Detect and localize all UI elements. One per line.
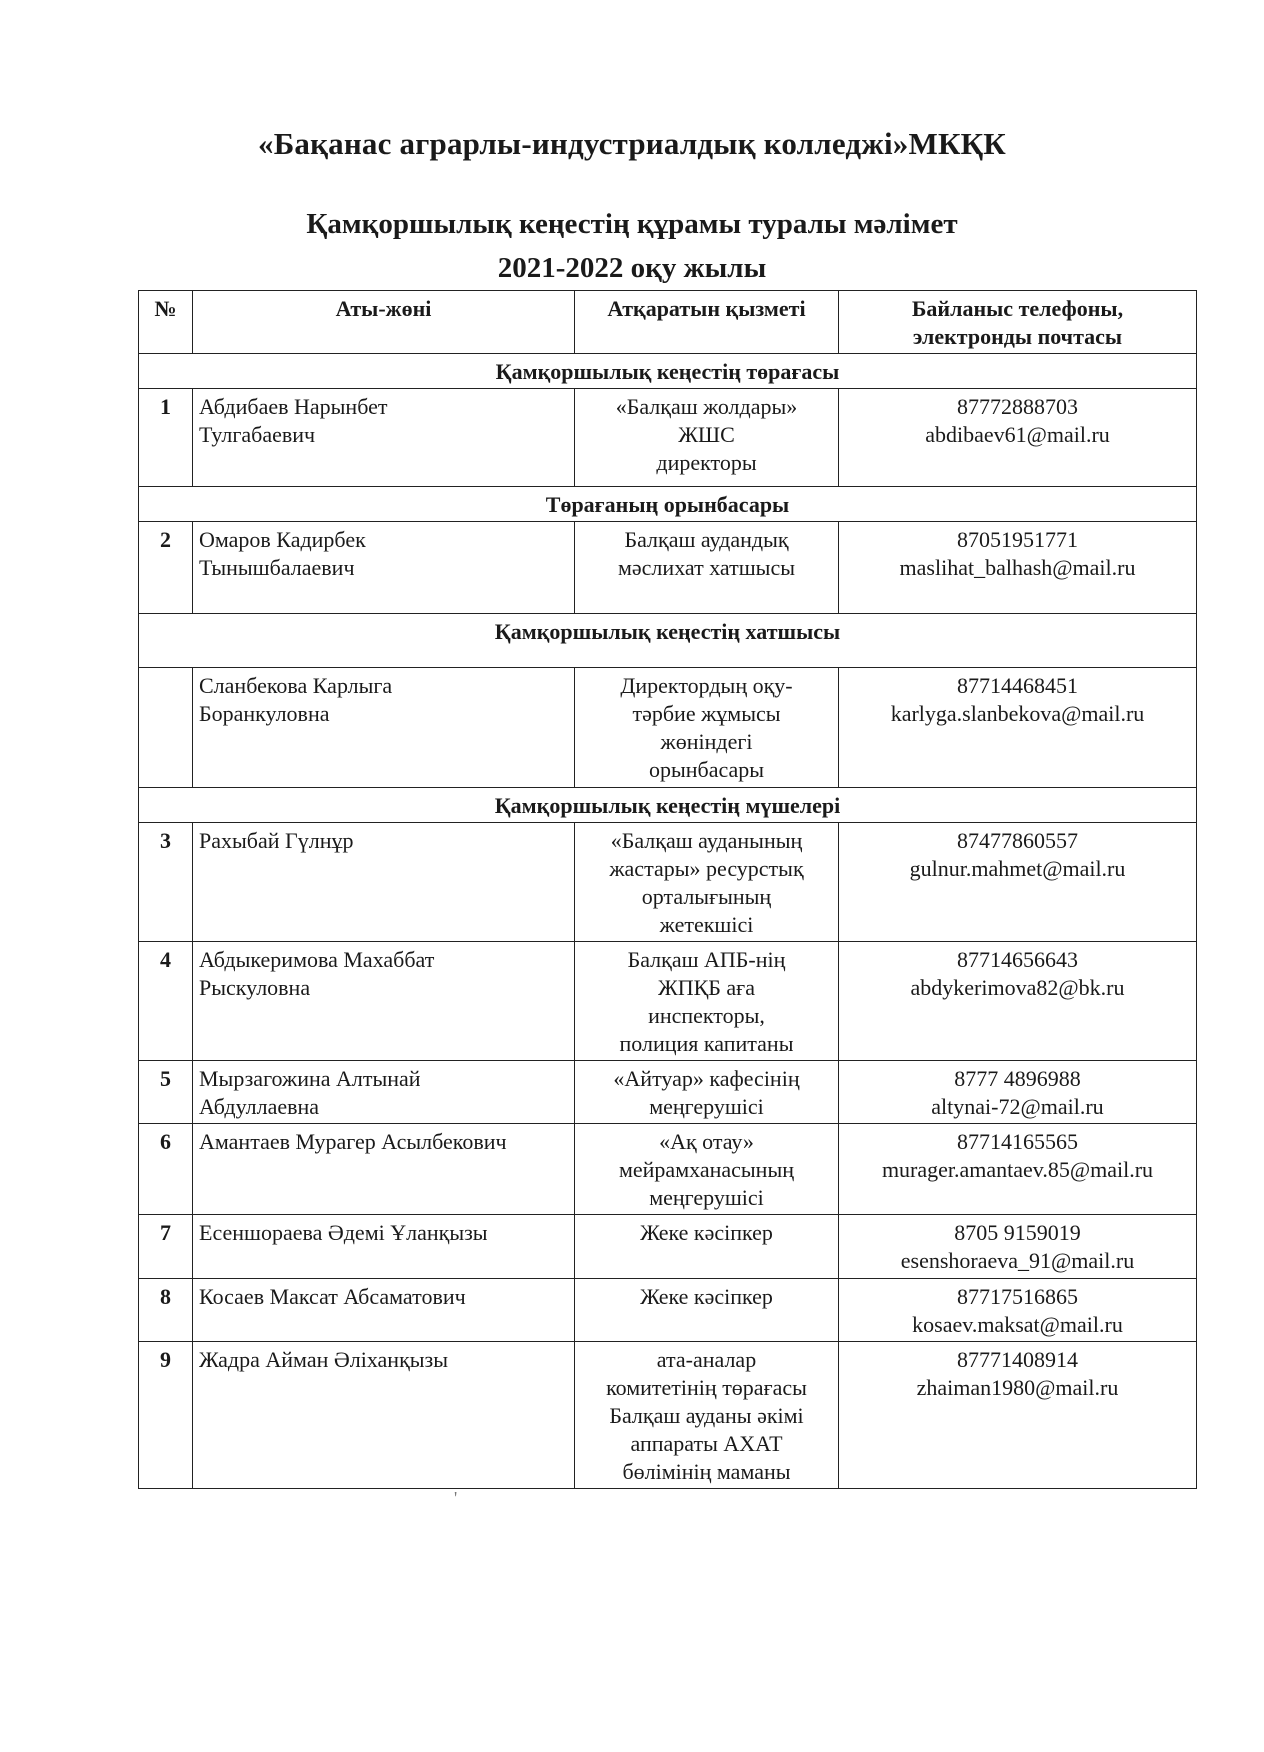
- member-position-line: инспекторы,: [648, 1003, 765, 1028]
- column-header-position: Атқаратын қызметі: [575, 291, 839, 354]
- row-number: 7: [139, 1215, 193, 1279]
- member-phone: 8777 4896988: [954, 1066, 1081, 1091]
- section-row: [139, 354, 1197, 389]
- member-position-line: мейрамханасының: [618, 1157, 795, 1182]
- column-header-contact-line: Байланыс телефоны,: [911, 296, 1124, 321]
- member-contact: [839, 1279, 1197, 1342]
- member-name-line: Абдуллаевна: [199, 1094, 320, 1119]
- member-position: [575, 1124, 839, 1215]
- table-row: [139, 668, 1197, 788]
- academic-year: 2021-2022 оқу жылы: [497, 252, 767, 284]
- member-phone: 87717516865: [957, 1284, 1078, 1309]
- member-name: [193, 1279, 575, 1342]
- member-position-line: жөніндегі: [660, 729, 753, 754]
- member-position-line: ата-аналар: [656, 1347, 757, 1372]
- member-name-line: Абдыкеримова Махаббат: [199, 947, 435, 972]
- scan-speck: ': [454, 1488, 458, 1508]
- member-name-line: Рыскуловна: [199, 975, 311, 1000]
- member-name-line: Тулгабаевич: [199, 422, 316, 447]
- table-body: [139, 354, 1197, 1489]
- member-position-line: «Балқаш жолдары»: [615, 394, 798, 419]
- row-number: 4: [139, 942, 193, 1061]
- row-number: 2: [139, 522, 193, 614]
- member-email: murager.amantaev.85@mail.ru: [881, 1157, 1154, 1182]
- document-title: Қамқоршылық кеңестің құрамы туралы мәлімет: [306, 208, 958, 240]
- row-number: 5: [139, 1061, 193, 1124]
- row-number: 6: [139, 1124, 193, 1215]
- council-table: [138, 290, 1197, 1489]
- row-number: [139, 668, 193, 788]
- section-title: Қамқоршылық кеңестің мүшелері: [139, 788, 1197, 823]
- member-position-line: «Айтуар» кафесінің: [613, 1066, 800, 1091]
- member-position-line: меңгерушісі: [649, 1094, 764, 1119]
- section-row: [139, 614, 1197, 668]
- member-name-line: Рахыбай Гүлнұр: [199, 828, 354, 853]
- member-name-line: Омаров Кадирбек: [199, 527, 366, 552]
- member-position-line: Жеке кәсіпкер: [640, 1284, 773, 1309]
- member-name: [193, 823, 575, 942]
- member-position-line: меңгерушісі: [649, 1185, 764, 1210]
- member-position-line: тәрбие жұмысы: [632, 701, 781, 726]
- member-contact: [839, 823, 1197, 942]
- table-row: [139, 1124, 1197, 1215]
- member-email: abdibaev61@mail.ru: [925, 422, 1110, 447]
- row-number: 3: [139, 823, 193, 942]
- column-header-contact: [839, 291, 1197, 354]
- member-email: abdykerimova82@bk.ru: [910, 975, 1125, 1000]
- member-email: maslihat_balhash@mail.ru: [899, 555, 1136, 580]
- member-position-line: Балқаш АПБ-нің: [627, 947, 786, 972]
- member-email: kosaev.maksat@mail.ru: [912, 1312, 1123, 1337]
- member-name: [193, 1215, 575, 1279]
- member-position-line: Балқаш аудандық: [624, 527, 789, 552]
- member-position-line: бөлімінің маманы: [622, 1459, 791, 1484]
- member-contact: [839, 1342, 1197, 1489]
- section-row: [139, 487, 1197, 522]
- member-contact: [839, 1215, 1197, 1279]
- member-position-line: комитетінің төрағасы: [606, 1375, 807, 1400]
- column-header-number: №: [139, 291, 193, 354]
- member-position-line: орталығының: [641, 884, 772, 909]
- member-email: gulnur.mahmet@mail.ru: [909, 856, 1126, 881]
- column-header-name: Аты-жөні: [193, 291, 575, 354]
- member-position-line: ЖПҚБ аға: [658, 975, 755, 1000]
- member-position-line: ЖШС: [678, 422, 735, 447]
- member-position-line: Жеке кәсіпкер: [640, 1220, 773, 1245]
- member-position: [575, 668, 839, 788]
- member-name-line: Амантаев Мурагер Асылбекович: [199, 1129, 507, 1154]
- member-position-line: директоры: [656, 450, 757, 475]
- table-header-row: [139, 291, 1197, 354]
- table-row: [139, 1061, 1197, 1124]
- member-name: [193, 1124, 575, 1215]
- member-contact: [839, 1061, 1197, 1124]
- member-position: [575, 1215, 839, 1279]
- row-number: 9: [139, 1342, 193, 1489]
- member-contact: [839, 942, 1197, 1061]
- member-name: [193, 1342, 575, 1489]
- member-phone: 87771408914: [957, 1347, 1078, 1372]
- section-title: Қамқоршылық кеңестің хатшысы: [139, 614, 1197, 668]
- member-position: [575, 389, 839, 487]
- member-position: [575, 1342, 839, 1489]
- member-position-line: полиция капитаны: [619, 1031, 794, 1056]
- member-phone: 87714656643: [957, 947, 1078, 972]
- table-row: [139, 1342, 1197, 1489]
- member-position-line: мәслихат хатшысы: [617, 555, 795, 580]
- table-row: [139, 389, 1197, 487]
- table-row: [139, 1279, 1197, 1342]
- member-contact: [839, 389, 1197, 487]
- member-name: [193, 668, 575, 788]
- member-position: [575, 522, 839, 614]
- member-position-line: аппараты АХАТ: [630, 1431, 783, 1456]
- table-row: [139, 522, 1197, 614]
- row-number: 1: [139, 389, 193, 487]
- member-email: altynai-72@mail.ru: [931, 1094, 1104, 1119]
- member-position-line: орынбасары: [648, 757, 765, 782]
- member-position: [575, 942, 839, 1061]
- organization-title: «Бақанас аграрлы-индустриалдық колледжі»МКҚК: [258, 126, 1006, 161]
- table-row: [139, 942, 1197, 1061]
- member-position: [575, 823, 839, 942]
- member-name-line: Абдибаев Нарынбет: [199, 394, 388, 419]
- member-name: [193, 1061, 575, 1124]
- section-row: [139, 788, 1197, 823]
- table-row: [139, 823, 1197, 942]
- member-contact: [839, 522, 1197, 614]
- member-email: esenshoraeva_91@mail.ru: [900, 1248, 1135, 1273]
- member-position-line: «Балқаш ауданының: [610, 828, 803, 853]
- member-contact: [839, 668, 1197, 788]
- member-phone: 87714468451: [957, 673, 1078, 698]
- member-position: [575, 1279, 839, 1342]
- member-phone: 87051951771: [957, 527, 1078, 552]
- member-contact: [839, 1124, 1197, 1215]
- member-phone: 87477860557: [957, 828, 1078, 853]
- member-email: karlyga.slanbekova@mail.ru: [890, 701, 1145, 726]
- member-name: [193, 522, 575, 614]
- member-position-line: Балқаш ауданы әкімі: [609, 1403, 804, 1428]
- member-position: [575, 1061, 839, 1124]
- member-email: zhaiman1980@mail.ru: [916, 1375, 1119, 1400]
- row-number: 8: [139, 1279, 193, 1342]
- member-name-line: Сланбекова Карлыга: [199, 673, 393, 698]
- section-title: Төрағаның орынбасары: [139, 487, 1197, 522]
- member-name-line: Жадра Айман Әліханқызы: [199, 1347, 449, 1372]
- member-name: [193, 389, 575, 487]
- table-row: [139, 1215, 1197, 1279]
- member-name: [193, 942, 575, 1061]
- member-phone: 8705 9159019: [954, 1220, 1081, 1245]
- column-header-contact-line: электронды почтасы: [912, 324, 1123, 349]
- member-phone: 87714165565: [957, 1129, 1078, 1154]
- member-position-line: жетекшісі: [659, 912, 754, 937]
- member-name-line: Боранкуловна: [199, 701, 330, 726]
- member-phone: 87772888703: [957, 394, 1078, 419]
- member-position-line: жастары» ресурстық: [609, 856, 804, 881]
- member-position-line: Директордың оқу-: [620, 673, 793, 698]
- section-title: Қамқоршылық кеңестің төрағасы: [139, 354, 1197, 389]
- member-name-line: Тынышбалаевич: [199, 555, 355, 580]
- member-position-line: «Ақ отау»: [659, 1129, 754, 1154]
- member-name-line: Мырзагожина Алтынай: [199, 1066, 421, 1091]
- member-name-line: Косаев Максат Абсаматович: [199, 1284, 466, 1309]
- member-name-line: Есеншораева Әдемі Ұланқызы: [199, 1220, 488, 1245]
